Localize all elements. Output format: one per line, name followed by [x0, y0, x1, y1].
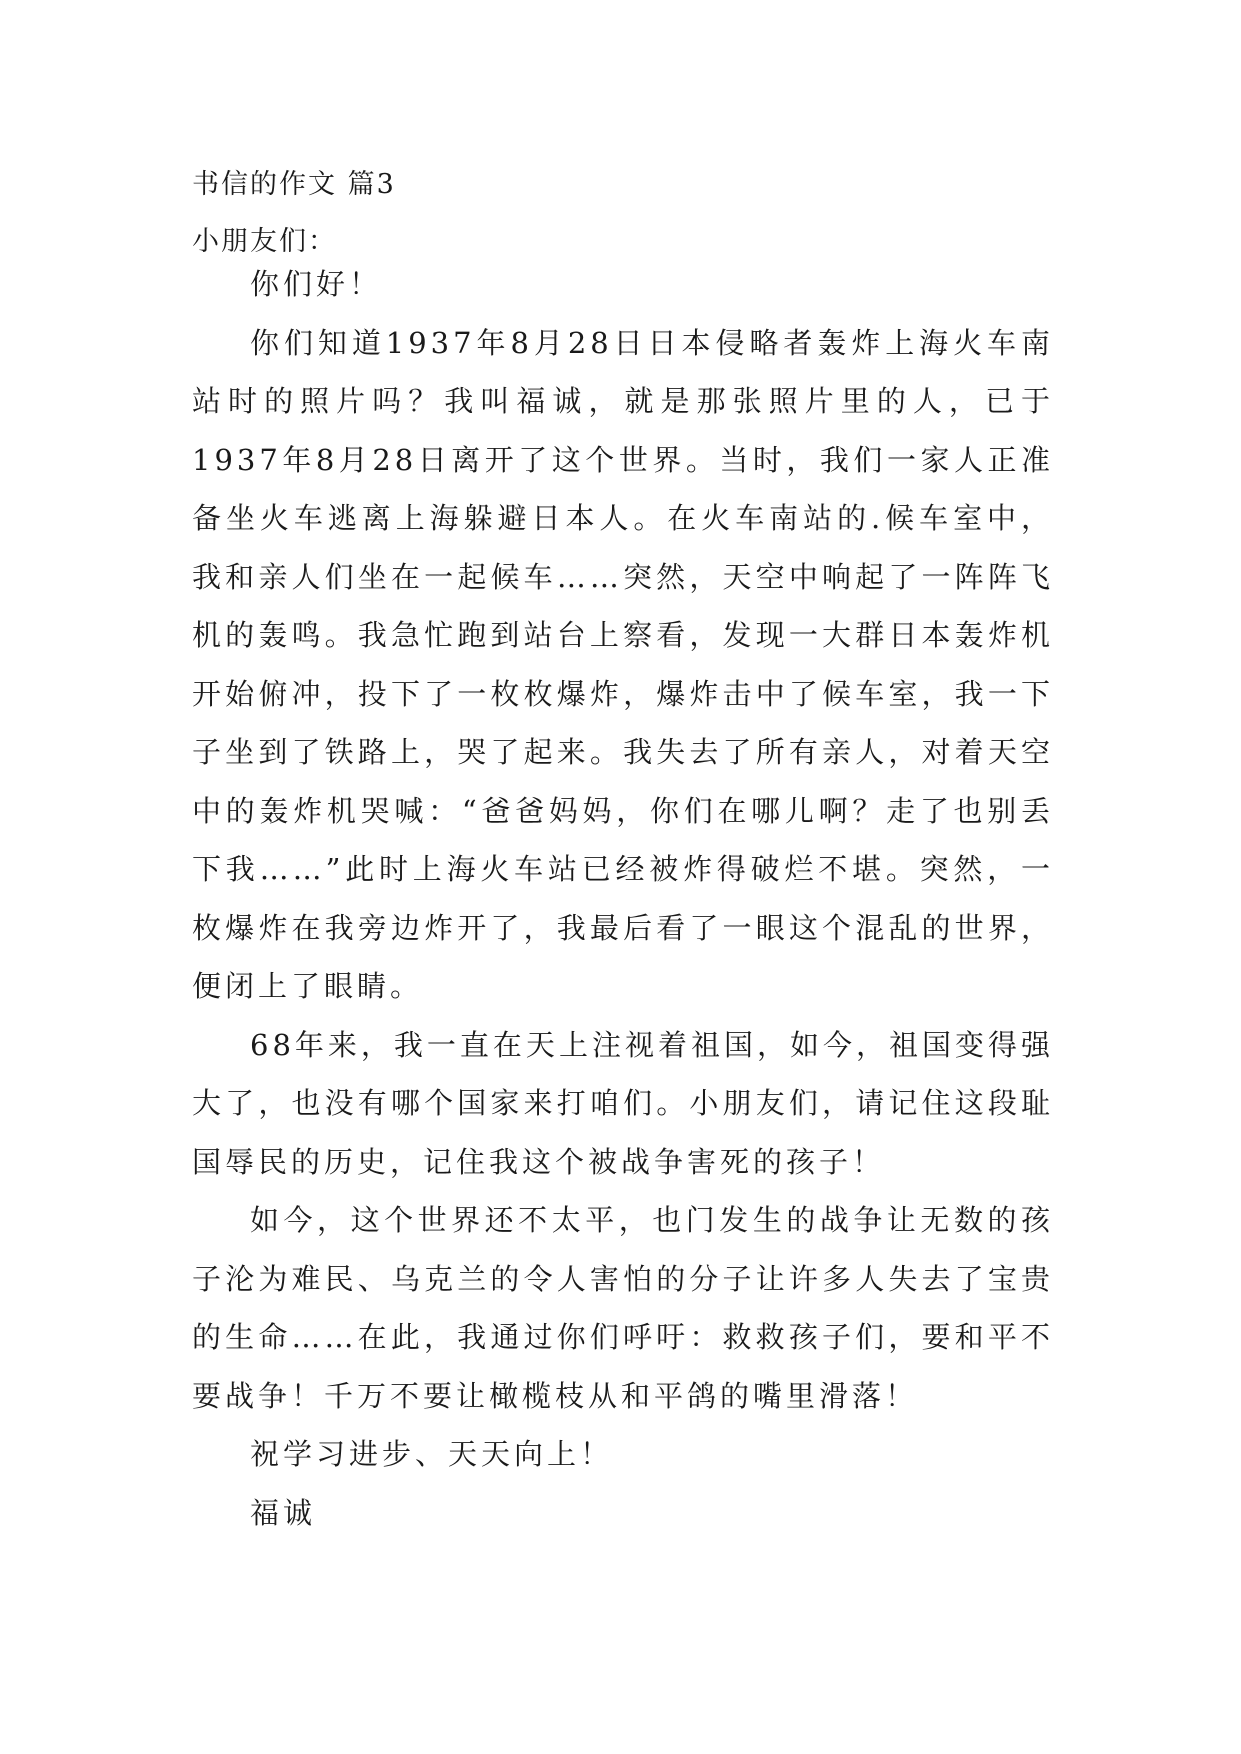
- document-title: 书信的作文 篇3: [192, 169, 396, 200]
- signature: 福诚: [250, 1495, 317, 1530]
- body-paragraph: 68年来，我一直在天上注视着祖国，如今，祖国变得强大了，也没有哪个国家来打咱们。小朋友们，请记住这段耻国辱民的历史，记住我这个被战争害死的孩子！: [192, 1027, 1054, 1179]
- closing-line: 祝学习进步、天天向上！: [250, 1437, 614, 1471]
- body-paragraph: 如今，这个世界还不太平，也门发生的战争让无数的孩子沦为难民、乌克兰的令人害怕的分子让许多人失去了宝贵的生命……在此，我通过你们呼吁：救救孩子们，要和平不要战争！千万不要让橄榄枝从和平鸽的嘴里滑落！: [192, 1203, 1054, 1413]
- salutation: 小朋友们：: [192, 226, 337, 257]
- body-paragraph: 你们知道1937年8月28日日本侵略者轰炸上海火车南站时的照片吗？我叫福诚，就是那张照片里的人，已于1937年8月28日离开了这个世界。当时，我们一家人正准备坐火车逃离上海躲避日本人。在火车南站的.候车室中，我和亲人们坐在一起候车……突然，天空中响起了一阵阵飞机的轰鸣。我急忙跑到站台上察看，发现一大群日本轰炸机开始俯冲，投下了一枚枚爆炸，爆炸击中了候车室，我一下子坐到了铁路上，哭了起来。我失去了所有亲人，对着天空中的轰炸机哭喊：“爸爸妈妈，你们在哪儿啊？走了也别丢下我……”此时上海火车站已经被炸得破烂不堪。突然，一枚爆炸在我旁边炸开了，我最后看了一眼这个混乱的世界，便闭上了眼睛。: [192, 325, 1054, 1003]
- letter-body: [192, 255, 1054, 1542]
- greeting: 你们好！: [250, 267, 383, 301]
